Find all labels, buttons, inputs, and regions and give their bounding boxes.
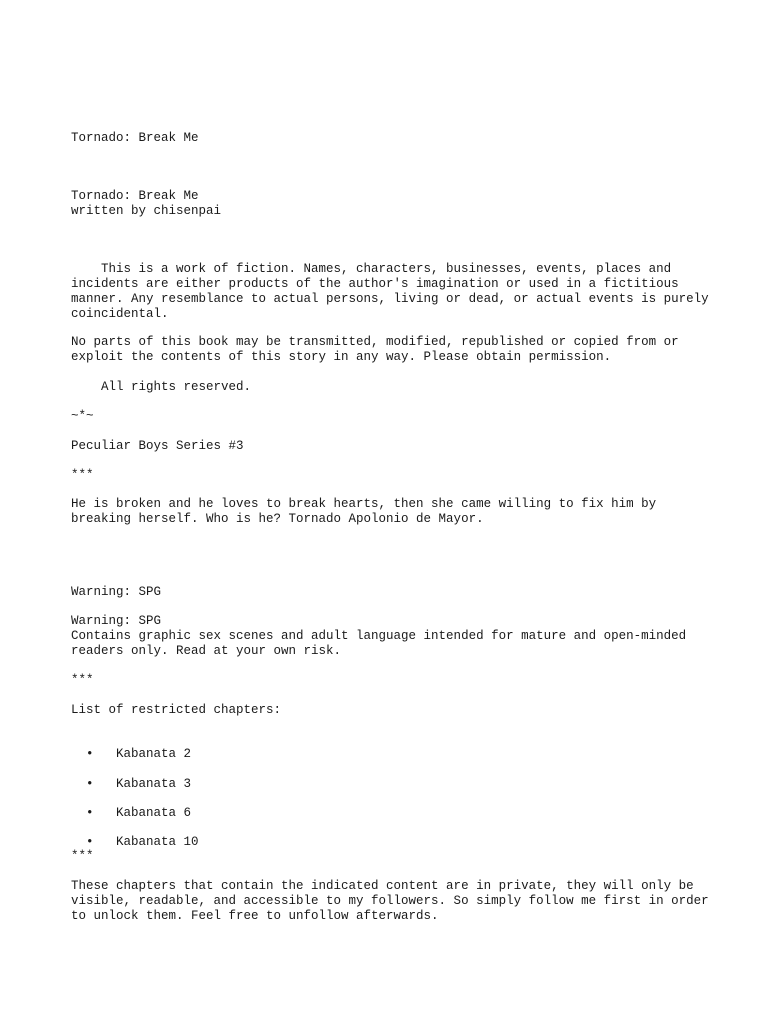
book-title: Tornado: Break Me (71, 189, 199, 203)
bullet-icon: • (86, 835, 94, 849)
rights-reserved: All rights reserved. (101, 380, 252, 394)
blurb-paragraph (71, 497, 711, 527)
warning-heading: Warning: SPG (71, 585, 162, 599)
bullet-icon: • (86, 747, 94, 761)
author-byline: written by chisenpai (71, 204, 222, 218)
separator-stars: *** (71, 468, 94, 482)
closing-text: These chapters that contain the indicated content are in private, they will only be visible, readable, and accessible to my followers. So simply follow me first in order to unlock them. Feel free to unfollow afterwards. (71, 879, 709, 923)
copyright-text: No parts of this book may be transmitted, modified, republished or copied from or exploit the contents of this story in any way. Please obtain permission. (71, 335, 679, 364)
list-item (71, 820, 199, 850)
disclaimer-text: This is a work of fiction. Names, characters, businesses, events, places and incidents are either products of the author's imagination or used in a fictitious manner. Any resemblance to actual persons, living or dead, or actual events is purely coincidental. (71, 262, 709, 321)
chapter-label: Kabanata 10 (116, 835, 199, 849)
separator-stars: *** (71, 849, 94, 863)
list-item (71, 791, 191, 821)
header-title: Tornado: Break Me (71, 131, 199, 145)
warning-line: Warning: SPG (71, 614, 162, 628)
restricted-heading: List of restricted chapters: (71, 703, 282, 717)
chapter-label: Kabanata 2 (116, 747, 192, 761)
bullet-icon: • (86, 777, 94, 791)
list-item (71, 732, 191, 762)
blurb-text: He is broken and he loves to break hearts, then she came willing to fix him by breaking herself. Who is he? Tornado Apolonio de Mayor. (71, 497, 657, 526)
separator-tilde: ~*~ (71, 409, 94, 423)
separator-stars: *** (71, 673, 94, 687)
series-label: Peculiar Boys Series #3 (71, 439, 244, 453)
chapter-label: Kabanata 3 (116, 777, 192, 791)
chapter-label: Kabanata 6 (116, 806, 192, 820)
disclaimer-paragraph (71, 262, 711, 322)
bullet-icon: • (86, 806, 94, 820)
warning-paragraph (71, 629, 711, 659)
warning-text: Contains graphic sex scenes and adult language intended for mature and open-minded readers only. Read at your own risk. (71, 629, 687, 658)
list-item (71, 762, 191, 792)
closing-paragraph (71, 879, 711, 924)
copyright-paragraph (71, 335, 711, 365)
